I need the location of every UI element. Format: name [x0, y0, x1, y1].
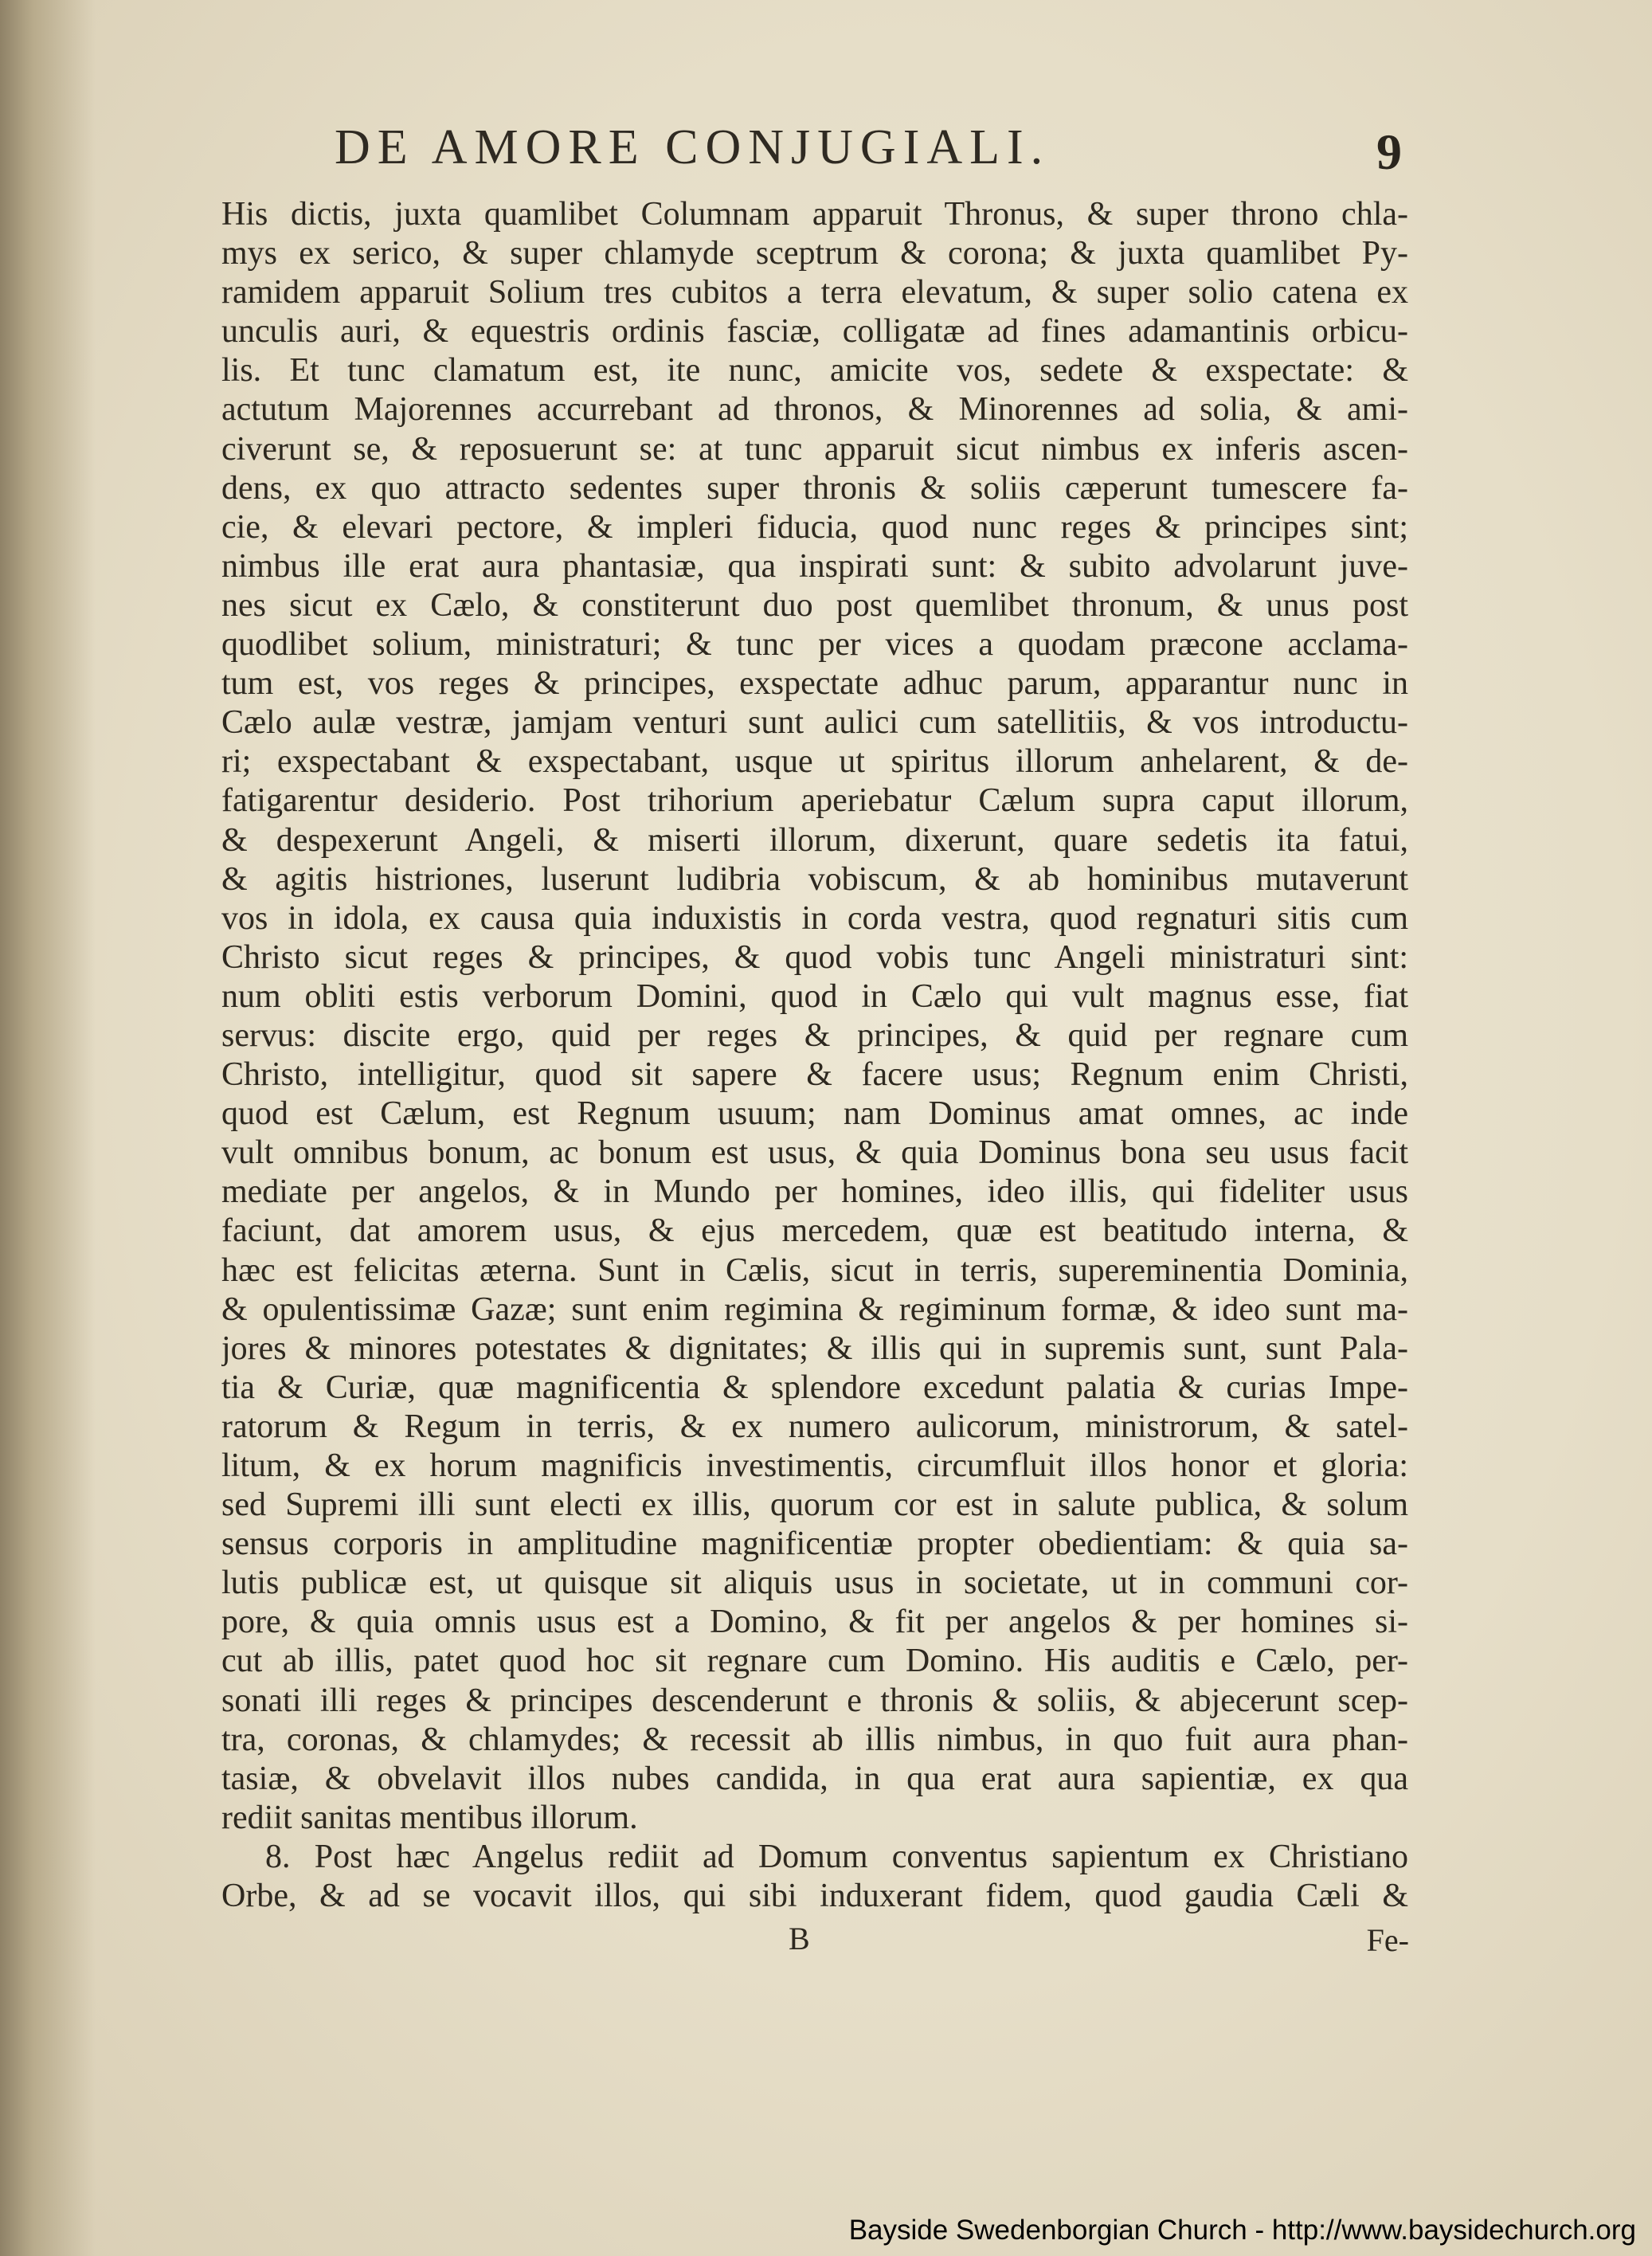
text-line: cut ab illis, patet quod hoc sit regnare cum Domino. His auditis e Cælo, per- — [221, 1643, 1408, 1680]
text-line: mediate per angelos, & in Mundo per homines, ideo illis, qui fideliter usus — [221, 1173, 1408, 1211]
text-line: quodlibet solium, ministraturi; & tunc per vices a quodam præcone acclama- — [221, 626, 1408, 664]
text-line: Christo, intelligitur, quod sit sapere & facere usus; Regnum enim Christi, — [221, 1056, 1408, 1094]
text-line: & agitis histriones, luserunt ludibria vobiscum, & ab hominibus mutaverunt — [221, 860, 1408, 898]
text-line: unculis auri, & equestris ordinis fasciæ, colligatæ ad fines adamantinis orbicu- — [221, 313, 1408, 351]
text-line: cie, & elevari pectore, & impleri fiducia, quod nunc reges & principes sint; — [221, 508, 1408, 546]
text-line: tum est, vos reges & principes, exspectate adhuc parum, apparantur nunc in — [221, 665, 1408, 703]
text-line: tasiæ, & obvelavit illos nubes candida, in qua erat aura sapientiæ, ex qua — [221, 1760, 1408, 1797]
page-number: 9 — [1376, 123, 1402, 180]
text-line: ratorum & Regum in terris, & ex numero aulicorum, ministrorum, & satel- — [221, 1408, 1408, 1445]
text-line: jores & minores potestates & dignitates; & illis qui in supremis sunt, sunt Pala- — [221, 1330, 1408, 1367]
text-line: servus: discite ergo, quid per reges & principes, & quid per regnare cum — [221, 1016, 1408, 1054]
running-title: DE AMORE CONJUGIALI. — [335, 120, 1051, 174]
watermark-credit: Bayside Swedenborgian Church - http://www.baysidechurch.org — [848, 2215, 1636, 2246]
text-line: His dictis, juxta quamlibet Columnam apparuit Thronus, & super throno chla- — [221, 196, 1408, 233]
text-line: sonati illi reges & principes descenderunt e thronis & soliis, & abjecerunt scep- — [221, 1682, 1408, 1719]
text-line: rediit sanitas mentibus illorum. — [221, 1799, 638, 1836]
text-line: Christo sicut reges & principes, & quod vobis tunc Angeli ministraturi sint: — [221, 938, 1408, 976]
text-line: sensus corporis in amplitudine magnificentiæ propter obedientiam: & quia sa- — [221, 1526, 1408, 1563]
text-line: nes sicut ex Cælo, & constiterunt duo post quemlibet thronum, & unus post — [221, 586, 1408, 624]
text-line: sed Supremi illi sunt electi ex illis, quorum cor est in salute publica, & solum — [221, 1486, 1408, 1524]
text-line: vos in idola, ex causa quia induxistis in corda vestra, quod regnaturi sitis cum — [221, 899, 1408, 937]
text-line: ri; exspectabant & exspectabant, usque ut spiritus illorum anhelarent, & de- — [221, 743, 1408, 781]
text-line: Cælo aulæ vestræ, jamjam venturi sunt aulici cum satellitiis, & vos introductu- — [221, 704, 1408, 742]
text-line: actutum Majorennes accurrebant ad thronos, & Minorennes ad solia, & ami- — [221, 391, 1408, 429]
text-line: pore, & quia omnis usus est a Domino, & fit per angelos & per homines si- — [221, 1604, 1408, 1641]
text-line: civerunt se, & reposuerunt se: at tunc apparuit sicut nimbus ex inferis ascen- — [221, 430, 1408, 468]
text-line: lis. Et tunc clamatum est, ite nunc, amicite vos, sedete & exspectate: & — [221, 352, 1408, 390]
text-line: tra, coronas, & chlamydes; & recessit ab illis nimbus, in quo fuit aura phan- — [221, 1721, 1408, 1758]
text-line: 8. Post hæc Angelus rediit ad Domum conventus sapientum ex Christiano — [265, 1838, 1408, 1875]
body-text — [221, 195, 1408, 1916]
text-line: lutis publicæ est, ut quisque sit aliquis usus in societate, ut in communi cor- — [221, 1565, 1408, 1602]
text-line: faciunt, dat amorem usus, & ejus mercedem, quæ est beatitudo interna, & — [221, 1212, 1408, 1250]
text-line: litum, & ex horum magnificis investimentis, circumfluit illos honor et gloria: — [221, 1447, 1408, 1484]
text-line: Orbe, & ad se vocavit illos, qui sibi induxerant fidem, quod gaudia Cæli & — [221, 1878, 1408, 1915]
text-line: & despexerunt Angeli, & miserti illorum, dixerunt, quare sedetis ita fatui, — [221, 821, 1408, 859]
text-line: num obliti estis verborum Domini, quod in Cælo qui vult magnus esse, fiat — [221, 977, 1408, 1015]
text-line: fatigarentur desiderio. Post trihorium aperiebatur Cælum supra caput illorum, — [221, 782, 1408, 820]
text-line: mys ex serico, & super chlamyde sceptrum & corona; & juxta quamlibet Py- — [221, 235, 1408, 272]
text-line: ramidem apparuit Solium tres cubitos a terra elevatum, & super solio catena ex — [221, 274, 1408, 311]
catchword: Fe- — [1366, 1922, 1409, 1958]
text-line: & opulentissimæ Gazæ; sunt enim regimina & regiminum formæ, & ideo sunt ma- — [221, 1291, 1408, 1328]
signature-mark: B — [789, 1921, 810, 1956]
text-line: vult omnibus bonum, ac bonum est usus, & quia Dominus bona seu usus facit — [221, 1134, 1408, 1172]
text-line: quod est Cælum, est Regnum usuum; nam Dominus amat omnes, ac inde — [221, 1095, 1408, 1133]
text-line: hæc est felicitas æterna. Sunt in Cælis, sicut in terris, supereminentia Dominia, — [221, 1251, 1408, 1289]
text-line: dens, ex quo attracto sedentes super thronis & soliis cæperunt tumescere fa- — [221, 469, 1408, 507]
running-head — [335, 119, 1402, 183]
text-line: tia & Curiæ, quæ magnificentia & splendore excedunt palatia & curias Impe- — [221, 1369, 1408, 1406]
text-line: nimbus ille erat aura phantasiæ, qua inspirati sunt: & subito advolarunt juve- — [221, 547, 1408, 585]
